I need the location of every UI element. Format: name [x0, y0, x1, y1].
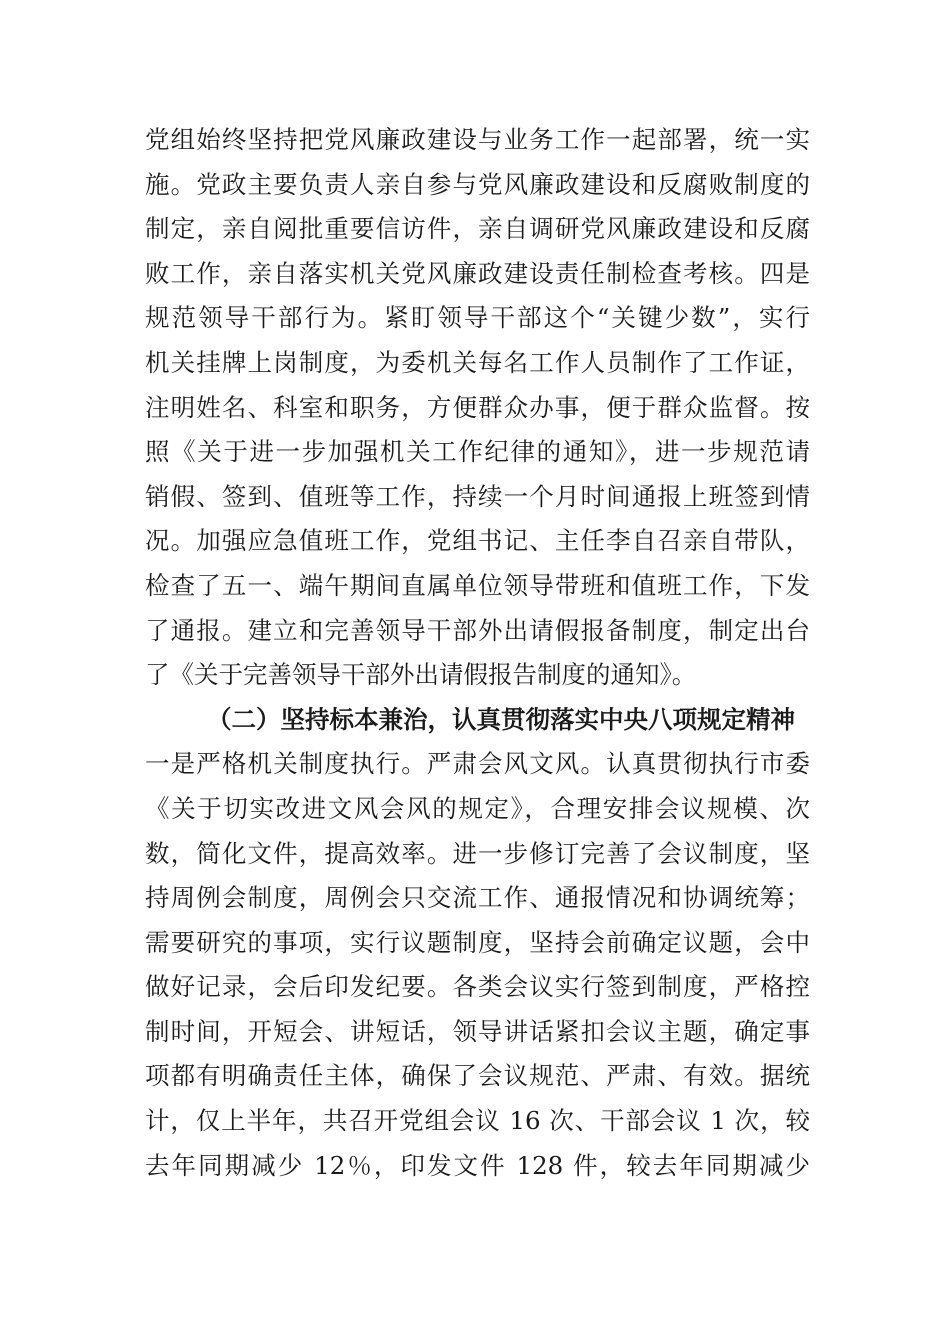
- text-line: 做好记录，会后印发纪要。各类会议实行签到制度，严格控: [145, 972, 810, 1002]
- text-line: 制时间，开短会、讲短话，领导讲话紧扣会议主题，确定事: [145, 1016, 810, 1046]
- text-line: 规范领导干部行为。紧盯领导干部这个“关键少数”，实行: [145, 303, 810, 333]
- text-line: 施。党政主要负责人亲自参与党风廉政建设和反腐败制度的: [145, 169, 810, 199]
- text-line: 《关于切实改进文风会风的规定》，合理安排会议规模、次: [145, 793, 810, 823]
- text-line: 一是严格机关制度执行。严肃会风文风。认真贯彻执行市委: [145, 749, 810, 779]
- text-line: 党组始终坚持把党风廉政建设与业务工作一起部署，统一实: [145, 125, 810, 154]
- body-text: [145, 118, 810, 1188]
- text-line: 注明姓名、科室和职务，方便群众办事，便于群众监督。按: [145, 392, 810, 422]
- text-line: 销假、签到、值班等工作，持续一个月时间通报上班签到情: [145, 481, 810, 511]
- section-heading: （二）坚持标本兼治，认真贯彻落实中央八项规定精神: [207, 704, 795, 734]
- text-line: 计，仅上半年，共召开党组会议 16 次、干部会议 1 次，较: [145, 1106, 810, 1136]
- text-line: 检查了五一、端午期间直属单位领导带班和值班工作，下发: [145, 570, 810, 600]
- text-line: 需要研究的事项，实行议题制度，坚持会前确定议题，会中: [145, 927, 810, 957]
- text-line: 况。加强应急值班工作，党组书记、主任李自召亲自带队，: [145, 526, 810, 556]
- text-line: 机关挂牌上岗制度，为委机关每名工作人员制作了工作证，: [145, 347, 810, 377]
- text-line: 数，简化文件，提高效率。进一步修订完善了会议制度，坚: [145, 838, 810, 868]
- text-line: 照《关于进一步加强机关工作纪律的通知》，进一步规范请: [145, 437, 810, 467]
- text-line: 持周例会制度，周例会只交流工作、通报情况和协调统筹；: [145, 883, 810, 913]
- text-line: 项都有明确责任主体，确保了会议规范、严肃、有效。据统: [145, 1061, 810, 1091]
- text-line: 了《关于完善领导干部外出请假报告制度的通知》。: [145, 660, 697, 690]
- text-line: 制定，亲自阅批重要信访件，亲自调研党风廉政建设和反腐: [145, 214, 810, 244]
- text-line: 了通报。建立和完善领导干部外出请假报备制度，制定出台: [145, 615, 810, 645]
- text-line: 败工作，亲自落实机关党风廉政建设责任制检查考核。四是: [145, 258, 810, 288]
- text-line: 去年同期减少 12％，印发文件 128 件，较去年同期减少: [145, 1150, 810, 1180]
